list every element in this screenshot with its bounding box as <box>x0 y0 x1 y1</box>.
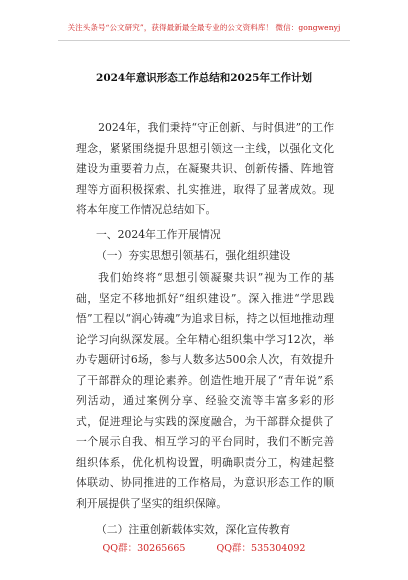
qq-group-1: QQ群：30265665 <box>102 543 186 554</box>
body-paragraph: 我们始终将“思想引领凝聚共识”视为工作的基础，坚定不移地抓好“组织建设”。深入推进“学思践悟”工程以“润心铸魂”为追求目标，持之以恒地推动理论学习向纵深发展。全年精心组织集中学习12次，举办专题研讨6场，参与人数多达500余人次，有效提升了干部群众的理论素养。创造性地开展了“青年说”系列活动，通过案例分享、经验交流等丰富多彩的形式，促进理论与实践的深度融合，为干部群众提供了一个展示自我、相互学习的平台同时，我们不断完善组织体系，优化机构设置，明确职责分工，构建起整体联动、协同推进的工作格局，为意识形态工作的顺利开展提供了坚实的组织保障。 <box>76 271 334 510</box>
document-title: 2024年意识形态工作总结和2025年工作计划 <box>96 72 312 84</box>
subsection-heading: （二）注重创新载体实效，深化宣传教育 <box>96 523 291 536</box>
section-heading: 一、2024年工作开展情况 <box>96 228 221 241</box>
subsection-heading: （一）夯实思想引领基石，强化组织建设 <box>96 249 291 262</box>
footer-contact <box>0 540 408 554</box>
qq-group-2: QQ群：535304092 <box>216 543 306 554</box>
header-banner: 关注头条号“公文研究”，获得最新最全最专业的公文资料库！ 微信：gongwenyj <box>67 23 341 32</box>
header-divider <box>58 40 350 41</box>
intro-paragraph: 2024年，我们秉持“守正创新、与时俱进”的工作理念，紧紧围绕提升思想引领这一主线，以强化文化建设为重要着力点，在凝聚共识、创新传播、阵地管理等方面积极探索、扎实推进，取得了显著成效。现将本年度工作情况总结如下。 <box>76 121 334 216</box>
